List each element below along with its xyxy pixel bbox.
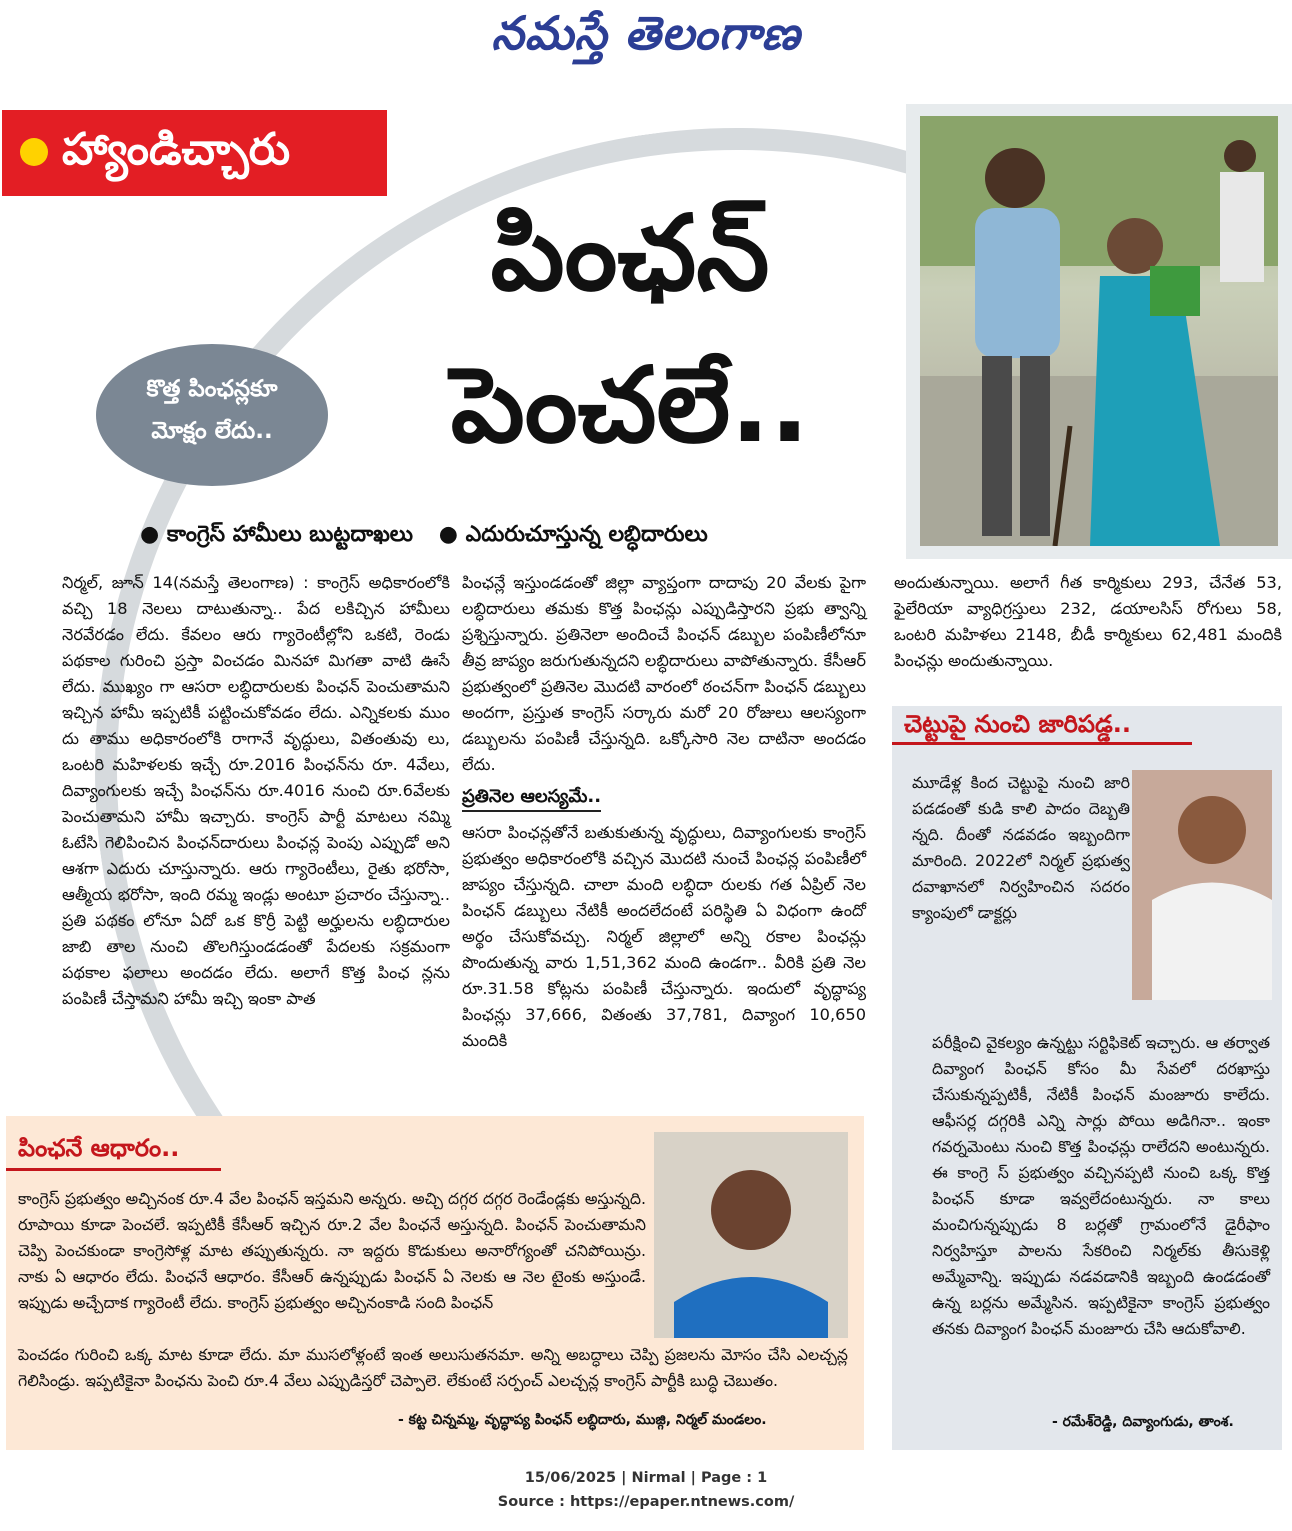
footer-page-info: 15/06/2025 | Nirmal | Page : 1 — [524, 1470, 768, 1486]
quote-text-narrow: కాంగ్రెస్ ప్రభుత్వం అచ్చినంక రూ.4 వేల పింఛన్ ఇస్తమని అన్నరు. అచ్చి దగ్గర దగ్గర రెండేండ్లకు అస్తున్నది. రూపాయి కూడా పెంచలే. ఇప్పటికీ కేసీఆర్ ఇచ్చిన రూ.2 వేల పింఛనే అస్తున్నది. పింఛన్ పెంచుతామని చెప్పి పెంచకుండా కాంగ్రెసోళ్ల మాట తప్పుతున్నరు. నా ఇద్దరు కొడుకులు అనారోగ్యంతో చనిపోయిన్రు. నాకు ఏ ఆధారం లేదు. పింఛనే ఆధారం. కేసీఆర్ ఉన్నప్పుడు పింఛన్ ఏ నెలకు ఆ నెల టైంకు అస్తుండే. ఇప్పుడు అచ్చేదాక గ్యారెంటీ లేదు. కాంగ్రెస్ ప్రభుత్వం అచ్చినంకాడి సంది పింఛన్ — [18, 1189, 646, 1312]
bullet-icon: ● — [140, 522, 160, 547]
sidebar-box — [892, 706, 1282, 1450]
subheads-row — [140, 522, 900, 552]
woman-portrait-photo — [654, 1132, 848, 1338]
man-portrait-photo — [1132, 770, 1272, 1000]
article-paragraph: ఆసరా పింఛన్లతోనే బతుకుతున్న వృద్ధులు, దివ్యాంగులకు కాంగ్రెస్ ప్రభుత్వం అధికారంలోకి వచ్చిన మొదటి నుంచే పింఛన్ల పంపిణీలో జాప్యం చేస్తున్నది. చాలా మంది లబ్ధిదా రులకు గత ఏప్రిల్ నెల పింఛన్ డబ్బులు నేటికీ అందలేదంటే పరిస్థితి ఏ విధంగా ఉందో అర్థం చేసుకోవచ్చు. నిర్మల్ జిల్లాలో అన్ని రకాల పింఛన్లు పొందుతున్న వారు 1,51,362 మంది ఉండగా.. వీరికి ప్రతి నెల రూ.31.58 కోట్లను పంపిణీ చేస్తున్నారు. ఇందులో వృద్ధాప్య పింఛన్లు 37,666, వితంతు 37,781, దివ్యాంగ 10,650 మందికి — [462, 823, 866, 1050]
bullet-dot-icon — [20, 138, 48, 166]
subhead-left: కాంగ్రెస్ హామీలు బుట్టదాఖలు — [166, 522, 414, 547]
sidebar-text-wide: పరీక్షించి వైకల్యం ఉన్నట్టు సర్టిఫికెట్ ఇచ్చారు. ఆ తర్వాత దివ్యాంగ పింఛన్ కోసం మీ సేవలో దరఖాస్తు చేసుకున్నప్పటికీ, నేటికీ పింఛన్ మంజూరు కాలేదు. ఆఫీసర్ల దగ్గరికి ఎన్ని సార్లు పోయి అడిగినా.. ఇంకా గవర్నమెంటు నుంచి కొత్త పింఛన్లు రాలేదని అంటున్నరు. ఈ కాంగ్రె స్ ప్రభుత్వం వచ్చినప్పటి నుంచి ఒక్క కొత్త పింఛన్ కూడా ఇవ్వలేదంటున్నరు. నా కాలు మంచిగున్నప్పుడు 8 బర్లతో గ్రామంలోనే డైరీఫాం నిర్వహిస్తూ పాలను సేకరించి నిర్మల్‌కు తీసుకెళ్లి అమ్మేవాన్ని. ఇప్పుడు నడవడానికి ఇబ్బంది ఉండడంతో ఉన్న బర్లను అమ్మేసిన. ఇప్పటికైనా కాంగ్రెస్ ప్రభుత్వం తనకు దివ్యాంగ పింఛన్ మంజూరు చేసి ఆదుకోవాలి. — [932, 1033, 1270, 1338]
quote-signature: - కట్ట చిన్నమ్మ, వృద్ధాప్య పింఛన్ లబ్ధిదారు, ముజ్గి, నిర్మల్ మండలం. — [398, 1412, 767, 1428]
headline-line-1: పింఛన్ — [490, 192, 770, 314]
footer-source: Source : https://epaper.ntnews.com/ — [497, 1494, 795, 1510]
article-column-1 — [62, 570, 450, 1012]
caption-circle-line-1: కొత్త పింఛన్లకూ — [146, 376, 278, 402]
sidebar-title: చెట్టుపై నుంచి జారిపడ్డ.. — [904, 710, 1131, 738]
article-paragraph: పింఛన్లే ఇస్తుండడంతో జిల్లా వ్యాప్తంగా దాదాపు 20 వేలకు పైగా లబ్ధిదారులు తమకు కొత్త పింఛన్లు ఎప్పుడిస్తారని ప్రభు త్వాన్ని ప్రశ్నిస్తున్నారు. ప్రతినెలా అందించే పింఛన్ డబ్బుల పంపిణీలోనూ తీవ్ర జాప్యం జరుగుతున్నదని లబ్ధిదారులు వాపోతున్నారు. కేసీఆర్ ప్రభుత్వంలో ప్రతినెల మొదటి వారంలో ఠంచన్‌గా పింఛన్ డబ్బులు అందగా, ప్రస్తుత కాంగ్రెస్ సర్కారు మరో 20 రోజులు ఆలస్యంగా డబ్బులను పంపిణీ చేస్తున్నది. ఒక్కోసారి నెల దాటినా అందడం లేదు. — [462, 573, 866, 774]
sidebar-signature: - రమేశ్‌రెడ్డి, దివ్యాంగుడు, తాంశ. — [1052, 1414, 1234, 1430]
quote-text-wide: పెంచడం గురించి ఒక్క మాట కూడా లేదు. మా ముసలోళ్లంటే ఇంత అలుసుతనమా. అన్ని అబద్ధాలు చెప్పి ప్రజలను మోసం చేసి ఎలచ్చన్ల గెలిసిండ్రు. ఇప్పటికైనా పింఛను పెంచి రూ.4 వేలు ఎప్పుడిస్తరో చెప్పాలె. లేకుంటే సర్పంచ్ ఎలచ్చన్ల కాంగ్రెస్ పార్టీకి బుద్ధి చెబుతం. — [18, 1345, 848, 1390]
title-underline — [892, 742, 1192, 745]
caption-circle — [96, 344, 328, 486]
section-banner-label: హ్యాండిచ్చారు — [62, 124, 291, 175]
sidebar-text-narrow: మూడేళ్ల కింద చెట్టుపై నుంచి జారి పడడంతో కుడి కాలి పాదం దెబ్బతి న్నది. దీంతో నడవడం ఇబ్బందిగా మారింది. 2022లో నిర్మల్ ప్రభుత్వ దవాఖానలో నిర్వహించిన సదరం క్యాంపులో డాక్టర్లు — [912, 773, 1130, 922]
bullet-icon: ● — [438, 522, 458, 547]
newspaper-masthead: నమస్తే తెలంగాణ — [491, 6, 801, 60]
caption-circle-line-2: మోక్షం లేదు.. — [151, 418, 273, 444]
title-underline — [6, 1168, 221, 1171]
headline-line-2: పెంచలే.. — [450, 344, 810, 466]
section-banner — [2, 110, 387, 196]
quote-box-title: పింఛనే ఆధారం.. — [18, 1134, 180, 1162]
article-subhead: ప్రతినెల ఆలస్యమే.. — [462, 784, 601, 812]
article-column-2 — [462, 570, 866, 1054]
subhead-right: ఎదురుచూస్తున్న లబ్ధిదారులు — [465, 522, 708, 547]
main-photo-frame — [906, 104, 1292, 559]
elderly-couple-photo — [920, 116, 1278, 546]
article-paragraph: అందుతున్నాయి. అలాగే గీత కార్మికులు 293, చేనేత 53, ఫైలేరియా వ్యాధిగ్రస్తులు 232, డయాలసిస్ రోగులు 58, ఒంటరి మహిళలు 2148, బీడీ కార్మికులు 62,481 మందికి పింఛన్లు అందుతున్నాయి. — [894, 573, 1282, 670]
article-column-3 — [894, 570, 1282, 674]
article-paragraph: నిర్మల్, జూన్ 14(నమస్తే తెలంగాణ) : కాంగ్రెస్ అధికారంలోకి వచ్చి 18 నెలలు దాటుతున్నా.. పేద లకిచ్చిన హామీలు నెరవేరడం లేదు. కేవలం ఆరు గ్యారెంటీల్లోని ఒకటి, రెండు పథకాల గురించి ప్రస్తా వించడం మినహా మిగతా వాటి ఊసే లేదు. ముఖ్యం గా ఆసరా లబ్ధిదారులకు పింఛన్ పెంచుతామని ఇచ్చిన హామీ ఇప్పటికీ పట్టించుకోవడం లేదు. ఎన్నికలకు ముం దు తాము అధికారంలోకి రాగానే వృద్ధులు, వితంతువు లు, ఒంటరి మహిళలకు ఇచ్చే రూ.2016 పింఛన్‌ను రూ. 4వేలు, దివ్యాంగులకు ఇచ్చే పింఛన్‌ను రూ.4016 నుంచి రూ.6వేలకు పెంచుతామని హామీ ఇచ్చారు. కాంగ్రెస్ పార్టీ మాటలు నమ్మి ఓటేసి గెలిపించిన పింఛన్‌దారులు పింఛన్ల పెంపు ఎప్పుడో అని ఆశగా ఎదురు చూస్తున్నారు. ఆరు గ్యారెంటీలు, రైతు భరోసా, ఆత్మీయ భరోసా, ఇంది రమ్మ ఇండ్లు అంటూ ప్రచారం చేస్తున్నా.. ప్రతి పథకం లోనూ ఏదో ఒక కొర్రీ పెట్టి అర్హులను లబ్ధిదారుల జాబి తాల నుంచి తొలగిస్తుండడంతో పేదలకు సక్రమంగా పథకాల ఫలాలు అందడం లేదు. అలాగే కొత్త పింఛ న్లను పంపిణీ చేస్తామని హామీ ఇచ్చి ఇంకా పాత — [62, 573, 450, 1008]
quote-box — [6, 1116, 864, 1450]
